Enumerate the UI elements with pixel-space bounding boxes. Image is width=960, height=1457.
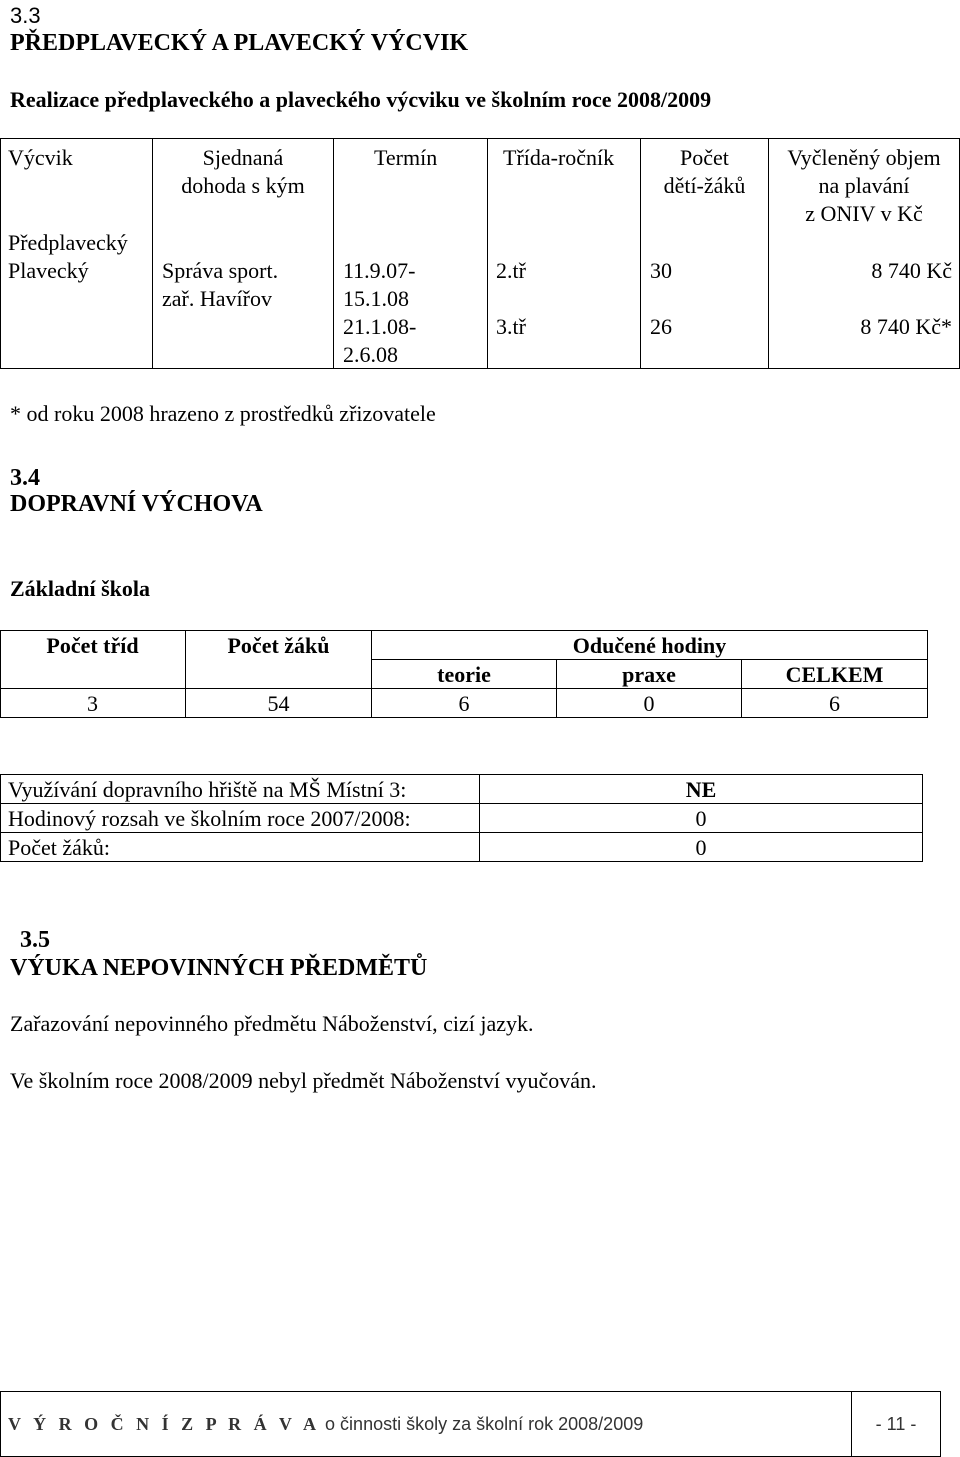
header-pocet-zaku: Počet žáků <box>227 633 330 658</box>
row-plavecky-termin-2: 15.1.08 <box>343 286 409 311</box>
pupil-count-label: Počet žáků: <box>8 835 111 860</box>
row-plavecky-pocet-1: 30 <box>650 258 672 283</box>
row-plavecky-termin-3: 21.1.08- <box>343 314 417 339</box>
hours-range-label: Hodinový rozsah ve školním roce 2007/2008: <box>8 806 411 831</box>
row-plavecky-trida-1: 2.tř <box>496 258 526 283</box>
value-praxe: 0 <box>643 691 655 716</box>
footer-title <box>8 1412 643 1438</box>
header-oducene-hodiny: Odučené hodiny <box>572 633 727 658</box>
section-subtitle-3-4: Základní škola <box>10 576 151 601</box>
row-plavecky-dohoda-line1: Správa sport. <box>162 258 279 283</box>
header-praxe: praxe <box>622 662 676 687</box>
value-pocet-trid: 3 <box>87 691 98 716</box>
footnote: * od roku 2008 hrazeno z prostředků zřizovatele <box>10 401 436 426</box>
header-trida: Třída-ročník <box>503 145 615 170</box>
playground-usage-label: Využívání dopravního hřiště na MŠ Místní 3: <box>8 777 407 802</box>
section-number-3-5: 3.5 <box>20 927 50 953</box>
row-plavecky-objem-2: 8 740 Kč* <box>860 314 952 339</box>
header-termin: Termín <box>374 145 438 170</box>
header-dohoda-line1: Sjednaná <box>202 145 284 170</box>
header-pocet-line2: dětí-žáků <box>663 173 746 198</box>
header-pocet-trid: Počet tříd <box>46 633 139 658</box>
header-pocet-line1: Počet <box>680 145 729 170</box>
value-celkem: 6 <box>829 691 840 716</box>
header-celkem: CELKEM <box>785 662 884 687</box>
header-teorie: teorie <box>437 662 491 687</box>
section-title-3-5: VÝUKA NEPOVINNÝCH PŘEDMĚTŮ <box>10 955 428 981</box>
value-pocet-zaku: 54 <box>267 691 290 716</box>
header-objem-line3: z ONIV v Kč <box>805 201 923 226</box>
header-objem-line1: Vyčleněný objem <box>787 145 941 170</box>
paragraph-religion: Ve školním roce 2008/2009 nebyl předmět Náboženství vyučován. <box>10 1068 597 1093</box>
header-objem-line2: na plavání <box>818 173 910 198</box>
footer-title-spaced: V Ý R O Č N Í Z P R Á V A <box>8 1414 321 1434</box>
paragraph-optional-subjects: Zařazování nepovinného předmětu Náboženství, cizí jazyk. <box>10 1011 534 1036</box>
row-plavecky-vycvik: Plavecký <box>8 258 89 283</box>
section-number-3-4: 3.4 <box>10 465 40 491</box>
row-plavecky-pocet-2: 26 <box>650 314 672 339</box>
header-vycvik: Výcvik <box>8 145 73 170</box>
section-subtitle-3-3: Realizace předplaveckého a plaveckého výcviku ve školním roce 2008/2009 <box>10 87 712 112</box>
footer-title-rest: o činnosti školy za školní rok 2008/2009 <box>320 1414 644 1434</box>
hours-range-value: 0 <box>695 806 707 831</box>
row-plavecky-objem-1: 8 740 Kč <box>871 258 952 283</box>
row-plavecky-termin-4: 2.6.08 <box>343 342 398 367</box>
page-number: - 11 - <box>875 1414 917 1434</box>
section-title-3-3: PŘEDPLAVECKÝ A PLAVECKÝ VÝCVIK <box>10 30 469 56</box>
section-title-3-4: DOPRAVNÍ VÝCHOVA <box>10 491 263 517</box>
value-teorie: 6 <box>458 691 470 716</box>
row-plavecky-termin-1: 11.9.07- <box>343 258 416 283</box>
header-dohoda-line2: dohoda s kým <box>181 173 305 198</box>
playground-usage-value: NE <box>685 777 717 802</box>
row-predplavecky-vycvik: Předplavecký <box>8 230 128 255</box>
section-number-3-3: 3.3 <box>10 3 41 28</box>
pupil-count-value: 0 <box>695 835 707 860</box>
row-plavecky-dohoda-line2: zař. Havířov <box>162 286 272 311</box>
row-plavecky-trida-2: 3.tř <box>496 314 526 339</box>
